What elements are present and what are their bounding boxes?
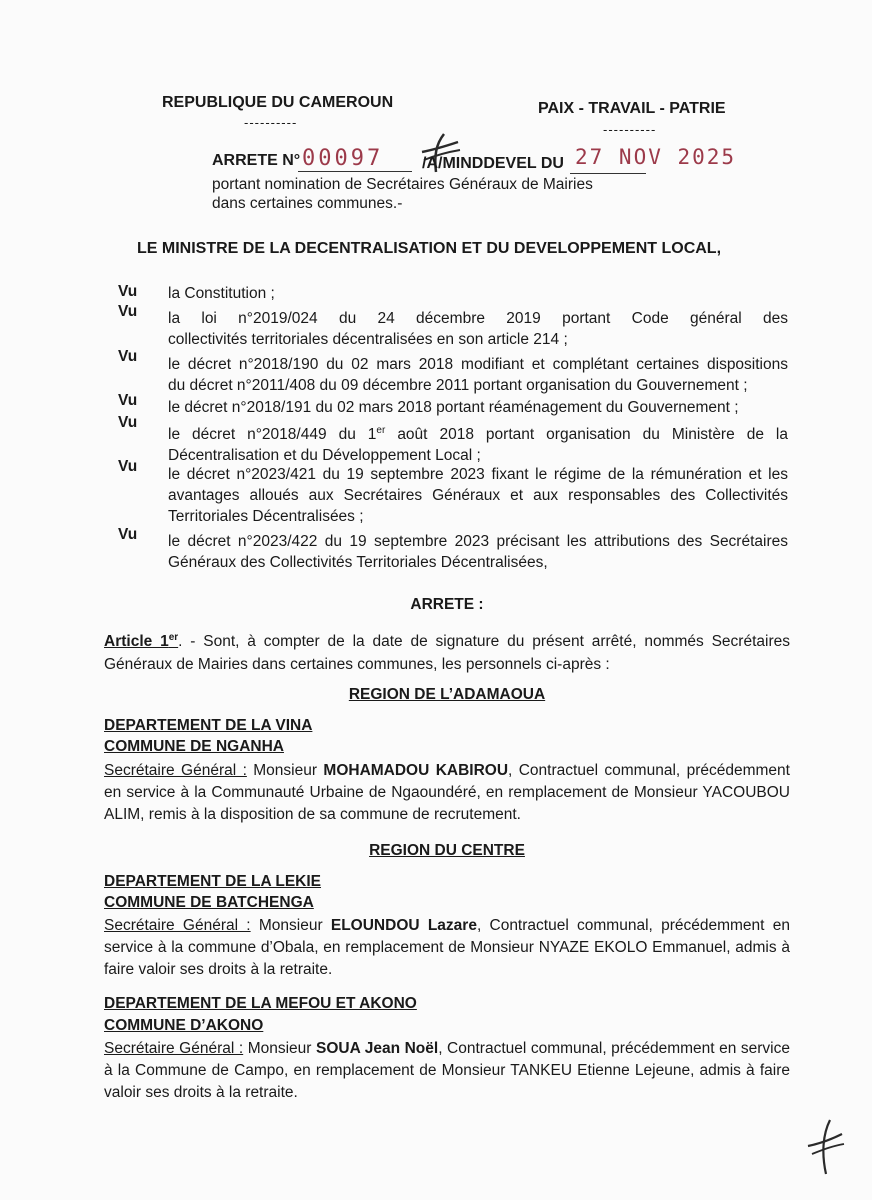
visa-loi-2019-024: la loi n°2019/024 du 24 décembre 2019 portant Code général des collectivités territoriales décentralisées en son article 214 ; <box>168 310 788 348</box>
arrete-ministry-ref: /A/MINDDEVEL DU <box>422 155 564 172</box>
appointment-entry: Secrétaire Général : Monsieur SOUA Jean Noël, Contractuel communal, précédemment en service à la Commune de Campo, en remplacement de Monsieur TANKEU Etienne Lejeune, admis à faire valoir ses droits à la retraite. <box>104 1040 790 1101</box>
department-heading: DEPARTEMENT DE LA LEKIE <box>104 873 322 890</box>
minister-title: LE MINISTRE DE LA DECENTRALISATION ET DU DEVELOPPEMENT LOCAL, <box>137 240 722 257</box>
department-heading: DEPARTEMENT DE LA MEFOU ET AKONO <box>104 995 417 1012</box>
visa-decret-2018-449: le décret n°2018/449 du 1er août 2018 portant organisation du Ministère de la Décentralisation et du Développement Local ; <box>168 425 788 465</box>
commune-heading: COMMUNE DE BATCHENGA <box>104 894 314 911</box>
page-initials-icon <box>800 1116 850 1178</box>
appointee-name: ELOUNDOU Lazare <box>330 917 477 934</box>
region-heading: REGION DE L’ADAMAOUA <box>348 686 546 703</box>
arrete-heading: ARRETE : <box>410 596 484 613</box>
visa-decret-2023-421: le décret n°2023/421 du 19 septembre 2023 fixant le régime de la rémunération et les avantages alloués aux Secrétaires Généraux et aux responsables des Collectivités Territoriales Décentralisées ; <box>168 466 788 525</box>
visa-decret-2018-190: le décret n°2018/190 du 02 mars 2018 modifiant et complétant certaines dispositions du décret n°2011/408 du 09 décembre 2011 portant organisation du Gouvernement ; <box>168 356 788 394</box>
appointee-name: MOHAMADOU KABIROU <box>323 762 509 779</box>
arrete-date-underline <box>570 173 646 174</box>
appointment-entry: Secrétaire Général : Monsieur ELOUNDOU Lazare, Contractuel communal, précédemment en service à la commune d’Obala, en remplacement de Monsieur NYAZE EKOLO Emmanuel, admis à faire valoir ses droits à la retraite. <box>104 917 790 978</box>
vu-label: Vu <box>118 283 138 300</box>
vu-label: Vu <box>118 392 138 409</box>
vu-label: Vu <box>118 526 138 543</box>
commune-heading: COMMUNE DE NGANHA <box>104 738 284 755</box>
arrete-subject-line-1: portant nomination de Secrétaires Généraux de Mairies <box>212 176 593 193</box>
republic-title: REPUBLIQUE DU CAMEROUN <box>162 94 394 111</box>
visa-decret-2023-422: le décret n°2023/422 du 19 septembre 2023 précisant les attributions des Secrétaires Généraux des Collectivités Territoriales Décentralisées, <box>168 533 788 571</box>
department-heading: DEPARTEMENT DE LA VINA <box>104 717 313 734</box>
appointment-entry: Secrétaire Général : Monsieur MOHAMADOU KABIROU, Contractuel communal, précédemment en service à la Communauté Urbaine de Ngaoundéré, en remplacement de Monsieur YACOUBOU ALIM, remis à la disposition de sa commune de recrutement. <box>104 762 790 823</box>
commune-heading: COMMUNE D’AKONO <box>104 1017 264 1034</box>
header-left-dashes: ---------- <box>244 115 298 130</box>
vu-label: Vu <box>118 303 138 320</box>
vu-label: Vu <box>118 348 138 365</box>
appointee-name: SOUA Jean Noël <box>316 1040 439 1057</box>
arrete-label: ARRETE N° <box>212 152 301 169</box>
arrete-date-stamp: 27 NOV 2025 <box>575 145 737 169</box>
arrete-number-stamp: 00097 <box>302 146 384 171</box>
vu-label: Vu <box>118 458 138 475</box>
article-1: Article 1er. - Sont, à compter de la date de signature du présent arrêté, nommés Secrétaires Généraux de Mairies dans certaines communes, les personnels ci-après : <box>104 632 790 674</box>
header-right-dashes: ---------- <box>603 122 657 137</box>
visa-decret-2018-191: le décret n°2018/191 du 02 mars 2018 portant réaménagement du Gouvernement ; <box>168 399 739 416</box>
visa-constitution: la Constitution ; <box>168 285 275 302</box>
arrete-subject-line-2: dans certaines communes.- <box>212 195 403 212</box>
arrete-number-underline <box>298 171 412 172</box>
vu-label: Vu <box>118 414 138 431</box>
motto: PAIX - TRAVAIL - PATRIE <box>538 100 726 117</box>
region-heading: REGION DU CENTRE <box>369 842 525 859</box>
article-1-label: Article 1er <box>104 632 179 651</box>
